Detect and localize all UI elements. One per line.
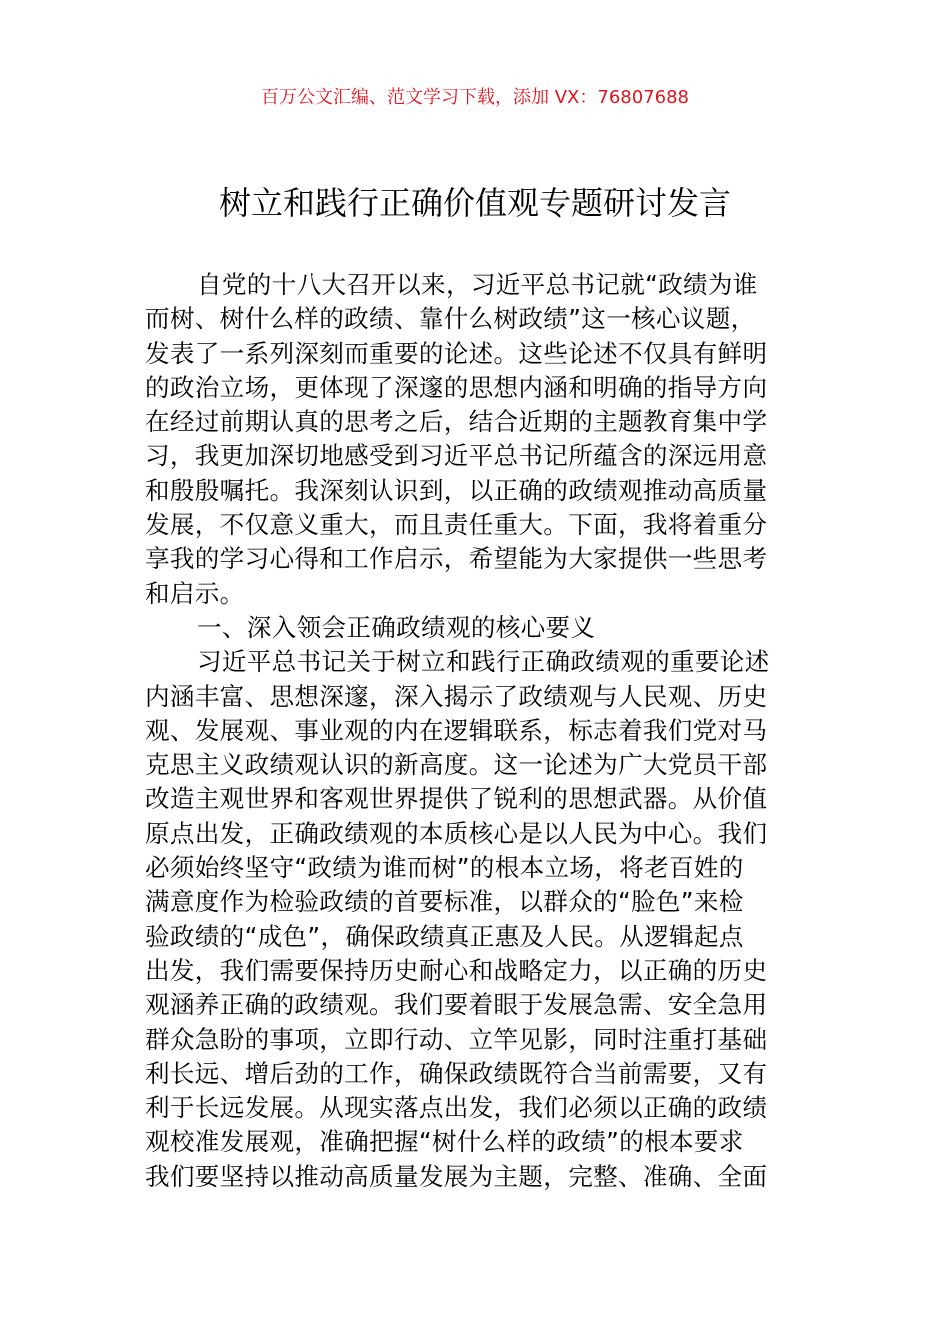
text-line: 克思主义政绩观认识的新高度。这一论述为广大党员干部 — [145, 750, 768, 780]
text-line: 发展，不仅意义重大，而且责任重大。下面，我将着重分 — [145, 510, 768, 540]
text-line: 的政治立场，更体现了深邃的思想内涵和明确的指导方向 — [145, 372, 768, 402]
text-line: 内涵丰富、思想深邃，深入揭示了政绩观与人民观、历史 — [145, 681, 768, 711]
text-line: 利长远、增后劲的工作，确保政绩既符合当前需要，又有 — [145, 1058, 768, 1088]
text-line: 验政绩的“成色”，确保政绩真正惠及人民。从逻辑起点 — [145, 921, 744, 951]
text-line: 习，我更加深切地感受到习近平总书记所蕴含的深远用意 — [145, 441, 768, 471]
text-line: 在经过前期认真的思考之后，结合近期的主题教育集中学 — [145, 407, 768, 437]
text-line: 原点出发，正确政绩观的本质核心是以人民为中心。我们 — [145, 818, 768, 848]
text-line: 出发，我们需要保持历史耐心和战略定力，以正确的历史 — [145, 955, 768, 985]
text-line: 和殷殷嘱托。我深刻认识到，以正确的政绩观推动高质量 — [145, 475, 768, 505]
text-line: 群众急盼的事项，立即行动、立竿见影，同时注重打基础 — [145, 1024, 768, 1054]
text-line: 观校准发展观，准确把握“树什么样的政绩”的根本要求 — [145, 1127, 744, 1157]
text-line: 利于长远发展。从现实落点出发，我们必须以正确的政绩 — [145, 1093, 768, 1123]
text-line: 观涵养正确的政绩观。我们要着眼于发展急需、安全急用 — [145, 990, 768, 1020]
text-line: 一、深入领会正确政绩观的核心要义 — [197, 612, 596, 642]
document-body — [145, 268, 810, 1194]
text-line: 观、发展观、事业观的内在逻辑联系，标志着我们党对马 — [145, 715, 768, 745]
text-line: 自党的十八大召开以来，习近平总书记就“政绩为谁 — [197, 270, 758, 299]
text-line: 习近平总书记关于树立和践行正确政绩观的重要论述 — [197, 647, 770, 677]
text-line: 而树、树什么样的政绩、靠什么树政绩”这一核心议题， — [145, 304, 756, 334]
text-line: 必须始终坚守“政绩为谁而树”的根本立场，将老百姓的 — [145, 853, 744, 883]
text-line: 改造主观世界和客观世界提供了锐利的思想武器。从价值 — [145, 784, 768, 814]
text-line: 和启示。 — [145, 578, 245, 608]
text-line: 满意度作为检验政绩的首要标准，以群众的“脸色”来检 — [145, 887, 744, 917]
header-watermark-note: 百万公文汇编、范文学习下载，添加 VX：76807688 — [261, 87, 689, 108]
text-line: 享我的学习心得和工作启示，希望能为大家提供一些思考 — [145, 544, 768, 574]
text-line: 发表了一系列深刻而重要的论述。这些论述不仅具有鲜明 — [145, 338, 768, 368]
text-line: 我们要坚持以推动高质量发展为主题，完整、准确、全面 — [145, 1161, 768, 1191]
document-title: 树立和践行正确价值观专题研讨发言 — [218, 184, 731, 222]
